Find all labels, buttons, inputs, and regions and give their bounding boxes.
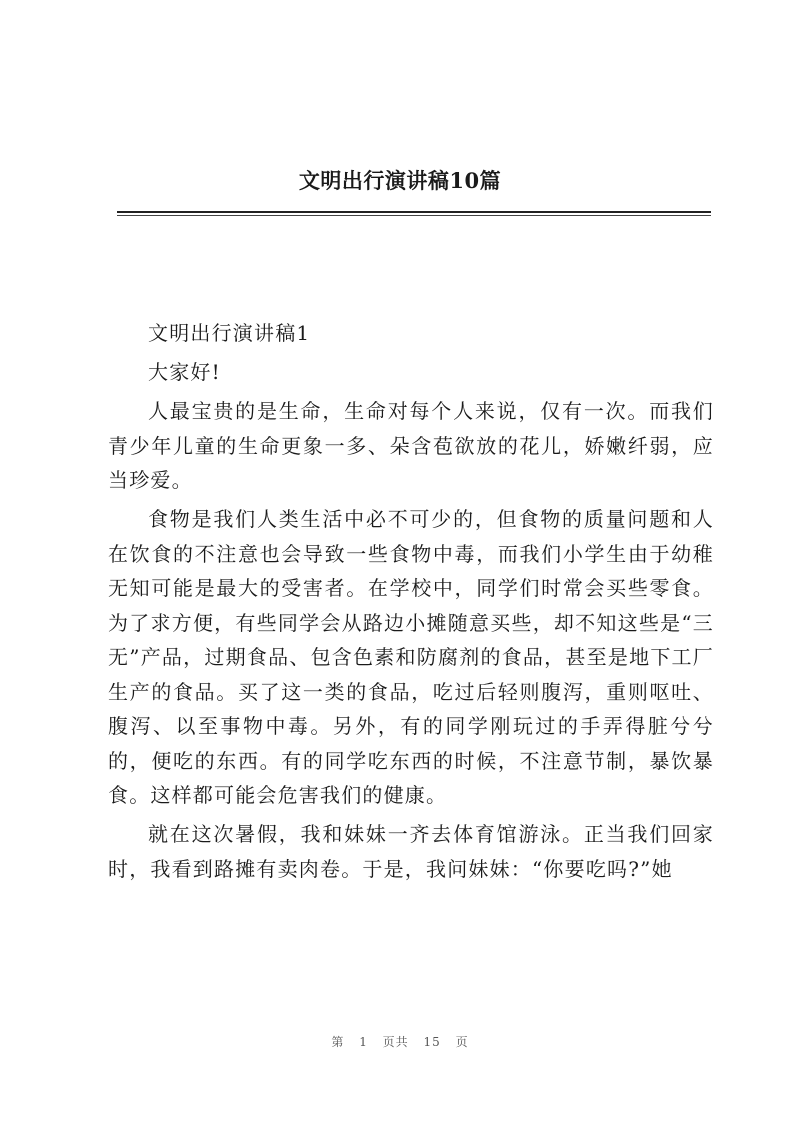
footer-suffix: 页	[455, 1035, 469, 1049]
footer-middle: 页共	[382, 1035, 409, 1049]
document-title: 文明出行演讲稿10篇	[298, 168, 502, 193]
title-underline-thin	[117, 215, 711, 216]
section-heading: 文明出行演讲稿1	[148, 321, 311, 345]
page-footer	[0, 1033, 800, 1050]
greeting: 大家好!	[148, 360, 221, 384]
paragraph: 食物是我们人类生活中必不可少的，但食物的质量问题和人在饮食的不注意也会导致一些食物中毒，而我们小学生由于幼稚无知可能是最大的受害者。在学校中，同学们时常会买些零食。为了求方便，有些同学会从路边小摊随意买些，却不知这些是“三无”产品，过期食品、包含色素和防腐剂的食品，甚至是地下工厂生产的食品。买了这一类的食品，吃过后轻则腹泻，重则呕吐、腹泻、以至事物中毒。另外，有的同学刚玩过的手弄得脏兮兮的，便吃的东西。有的同学吃东西的时候，不注意节制，暴饮暴食。这样都可能会危害我们的健康。	[108, 507, 714, 807]
paragraph: 就在这次暑假，我和妹妹一齐去体育馆游泳。正当我们回家时，我看到路摊有卖肉卷。于是，我问妹妹：“你要吃吗?”她	[108, 822, 714, 881]
footer-total-pages: 15	[423, 1035, 441, 1049]
title-underline	[117, 211, 711, 213]
footer-prefix: 第	[331, 1035, 345, 1049]
footer-current-page: 1	[359, 1035, 368, 1049]
document-body	[108, 316, 714, 891]
paragraph: 人最宝贵的是生命，生命对每个人来说，仅有一次。而我们青少年儿童的生命更象一多、朵含苞欲放的花儿，娇嫩纤弱，应当珍爱。	[108, 399, 714, 492]
